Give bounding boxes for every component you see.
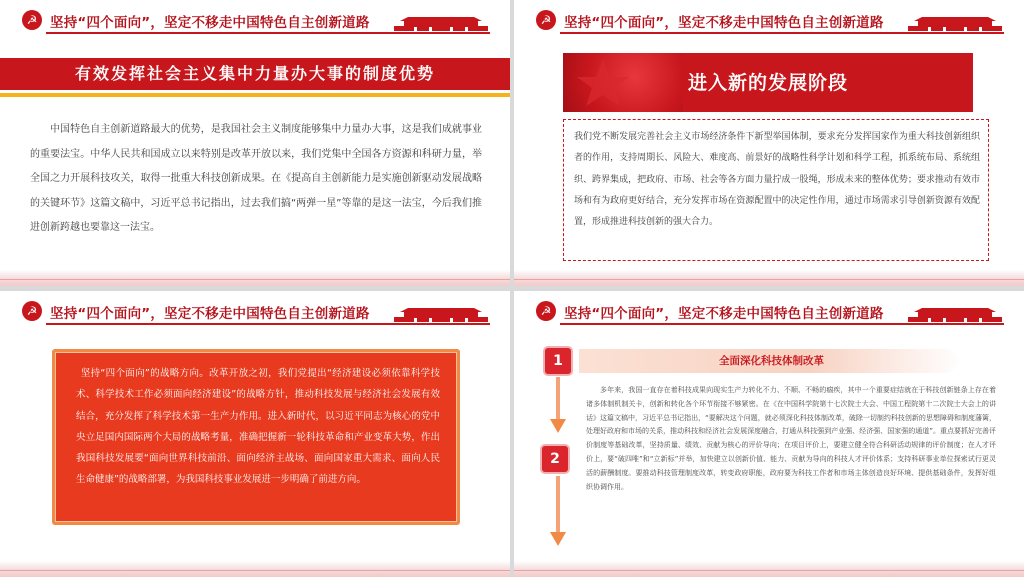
- body-paragraph: 中国特色自主创新道路最大的优势，是我国社会主义制度能够集中力量办大事，这是我们成就事业的重要法宝。中华人民共和国成立以来特别是改革开放以来，我们党集中全国各方资源和科研力量，举全国之力开展科技攻关，取得一批重大科技创新成果。在《提高自主创新能力是实施创新驱动发展战略的关键环节》这篇文稿中，习近平总书记指出，过去我们搞“两弹一星”等靠的是这一法宝，今后我们推进创新跨越也要靠这一法宝。: [30, 124, 482, 233]
- slide-2: [514, 0, 1024, 286]
- slide-header: [514, 291, 1024, 331]
- section-title: 进入新的发展阶段: [688, 72, 849, 94]
- red-star-image: [563, 53, 683, 112]
- header-divider: [46, 32, 490, 34]
- down-arrow-icon: [550, 476, 566, 546]
- star-icon: [563, 53, 683, 112]
- header-divider: [560, 323, 1004, 325]
- step-number-2: 2: [542, 446, 568, 472]
- header-divider: [46, 323, 490, 325]
- footer-band: [514, 270, 1024, 286]
- slide-header: [0, 291, 510, 331]
- party-emblem-icon: ☭: [536, 10, 556, 30]
- section-banner: 有效发挥社会主义集中力量办大事的制度优势: [0, 58, 510, 90]
- footer-line: [514, 279, 1024, 280]
- header-title: 坚持“四个面向”，坚定不移走中国特色自主创新道路: [564, 306, 884, 322]
- party-emblem-icon: ☭: [22, 10, 42, 30]
- party-emblem-icon: ☭: [536, 301, 556, 321]
- footer-band: [514, 561, 1024, 577]
- body-paragraph: 我们党不断发展完善社会主义市场经济条件下新型举国体制，要求充分发挥国家作为重大科技创新组织者的作用，支持周期长、风险大、难度高、前景好的战略性科学计划和科学工程，抓系统布局、系统组织、跨界集成，把政府、市场、社会等各方面力量拧成一股绳，形成未来的整体优势；要求推动有效市场和有为政府更好结合，充分发挥市场在资源配置中的决定性作用，通过市场需求引导创新资源有效配置，形成推进科技创新的强大合力。: [574, 132, 980, 228]
- party-emblem-icon: ☭: [22, 301, 42, 321]
- tiananmen-building-icon: [394, 15, 488, 31]
- header-title: 坚持“四个面向”，坚定不移走中国特色自主创新道路: [50, 306, 370, 322]
- tiananmen-building-icon: [908, 306, 1002, 322]
- footer-line: [0, 279, 510, 280]
- footer-band: [0, 270, 510, 286]
- slide-header: [514, 0, 1024, 40]
- slide-header: [0, 0, 510, 40]
- slide-1: [0, 0, 510, 286]
- tiananmen-building-icon: [908, 15, 1002, 31]
- tiananmen-building-icon: [394, 306, 488, 322]
- footer-line: [0, 570, 510, 571]
- step-number-1: 1: [545, 348, 571, 374]
- body-paragraph: 多年来，我国一直存在着科技成果向现实生产力转化不力、不顺、不畅的痼疾，其中一个重要症结就在于科技创新链条上存在着诸多体制机制关卡，创新和转化各个环节衔接不够紧密。在《在中国科学院第十七次院士大会、中国工程院第十二次院士大会上的讲话》这篇文稿中，习近平总书记指出，“要解决这个问题，就必须深化科技体制改革，破除一切制约科技创新的思想障碍和制度藩篱，处理好政府和市场的关系，推动科技和经济社会发展深度融合，打通从科技强到产业强、经济强、国家强的通道”。重点要抓好完善评价制度等基础改革，坚持质量、绩效、贡献为核心的评价导向；在项目评价上，要建立健全符合科研活动规律的评价制度；在人才评价上，要“破四唯”和“立新标”并举，加快建立以创新价值、能力、贡献为导向的科技人才评价体系；支持科研事业单位探索试行更灵活的薪酬制度。要推动科技管理制度改革，转变政府职能，政府要为科技工作者和市场主体创造良好环境、提供基础条件，发挥好组织协调作用。: [586, 386, 996, 491]
- down-arrow-icon: [550, 377, 566, 433]
- footer-band: [0, 561, 510, 577]
- header-title: 坚持“四个面向”，坚定不移走中国特色自主创新道路: [564, 15, 884, 31]
- header-title: 坚持“四个面向”，坚定不移走中国特色自主创新道路: [50, 15, 370, 31]
- slide-4: [514, 291, 1024, 577]
- slide-3: [0, 291, 510, 577]
- footer-line: [514, 570, 1024, 571]
- subtitle: 全面深化科技体制改革: [719, 355, 824, 367]
- banner-accent-line: [0, 93, 510, 97]
- header-divider: [560, 32, 1004, 34]
- body-paragraph: 坚持“四个面向”的战略方向。改革开放之初，我们党提出“经济建设必须依靠科学技术、科学技术工作必须面向经济建设”的战略方针，推动科技发展与经济社会发展有效结合，充分发挥了科学技术第一生产力作用。进入新时代，以习近平同志为核心的党中央立足国内国际两个大局的战略考量，准确把握新一轮科技革命和产业变革大势，作出我国科技发展要“面向世界科技前沿、面向经济主战场、面向国家重大需求、面向人民生命健康”的战略部署，为我国科技事业发展进一步明确了前进方向。: [76, 368, 440, 486]
